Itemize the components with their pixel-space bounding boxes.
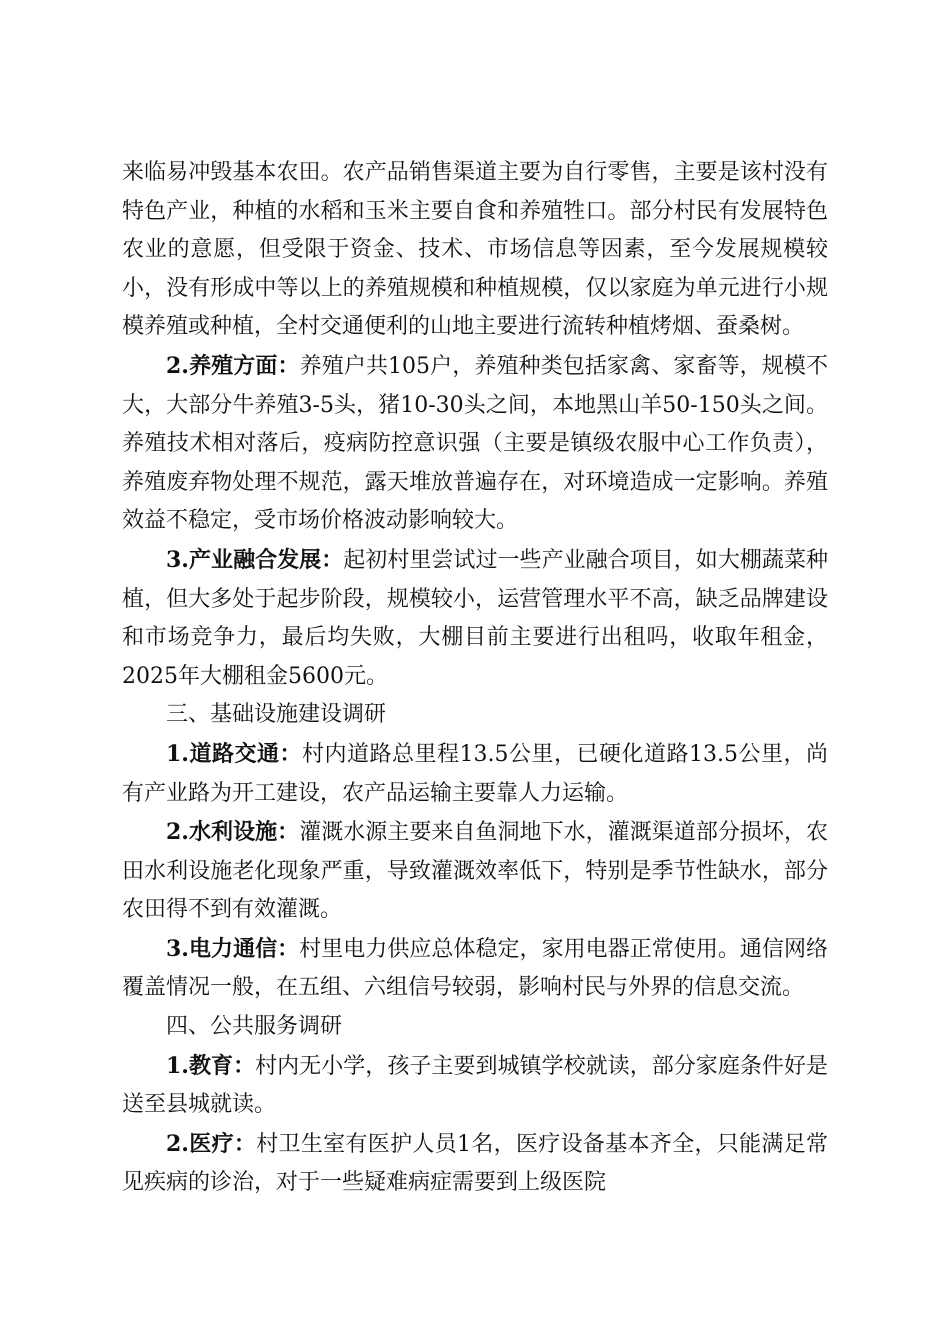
paragraph-lead: 2.水利设施： [166, 819, 300, 846]
paragraph-lead: 1.道路交通： [166, 740, 302, 767]
paragraph-lead: 1.教育： [166, 1052, 256, 1079]
paragraph-medical [122, 1125, 828, 1203]
paragraph-breeding [122, 347, 828, 541]
paragraph-lead: 3.电力通信： [166, 935, 300, 962]
paragraph-power [122, 930, 828, 1008]
paragraph-text: 养殖户共105户，养殖种类包括家禽、家畜等，规模不大，大部分牛养殖3-5头，猪10-30头之间，本地黑山羊50-150头之间。养殖技术相对落后，疫病防控意识强（主要是镇级农服中心工作负责），养殖废弃物处理不规范，露天堆放普遍存在，对环境造成一定影响。养殖效益不稳定，受市场价格波动影响较大。 [122, 353, 828, 534]
paragraph-text: 村里电力供应总体稳定，家用电器正常使用。通信网络覆盖情况一般，在五组、六组信号较弱，影响村民与外界的信息交流。 [122, 936, 828, 1001]
paragraph-water [122, 813, 828, 930]
paragraph-lead: 3.产业融合发展： [166, 546, 344, 573]
paragraph-lead: 2.医疗： [166, 1130, 257, 1157]
paragraph-industry-fusion [122, 541, 828, 696]
paragraph-text: 起初村里尝试过一些产业融合项目，如大棚蔬菜种植，但大多处于起步阶段，规模较小，运营管理水平不高，缺乏品牌建设和市场竞争力，最后均失败，大棚目前主要进行出租吗，收取年租金，2025年大棚租金5600元。 [122, 547, 828, 689]
paragraph-text: 村内道路总里程13.5公里，已硬化道路13.5公里，尚有产业路为开工建设，农产品运输主要靠人力运输。 [122, 741, 828, 806]
paragraph-farming-continued [122, 154, 828, 347]
paragraph-lead: 2.养殖方面： [166, 352, 300, 379]
paragraph-text: 来临易冲毁基本农田。农产品销售渠道主要为自行零售，主要是该村没有特色产业，种植的水稻和玉米主要自食和养殖牲口。部分村民有发展特色农业的意愿，但受限于资金、技术、市场信息等因素，至今发展规模较小，没有形成中等以上的养殖规模和种植规模，仅以家庭为单元进行小规模养殖或种植，全村交通便利的山地主要进行流转种植烤烟、蚕桑树。 [122, 160, 828, 340]
section-heading-infrastructure: 三、基础设施建设调研 [166, 702, 387, 728]
paragraph-roads [122, 735, 828, 813]
paragraph-education [122, 1047, 828, 1125]
document-page [122, 154, 828, 1203]
paragraph-text: 村内无小学，孩子主要到城镇学校就读，部分家庭条件好是送至县城就读。 [122, 1053, 828, 1118]
section-heading-public-services: 四、公共服务调研 [166, 1014, 343, 1040]
paragraph-text: 灌溉水源主要来自鱼洞地下水，灌溉渠道部分损坏，农田水利设施老化现象严重，导致灌溉效率低下，特别是季节性缺水，部分农田得不到有效灌溉。 [122, 820, 828, 923]
paragraph-text: 村卫生室有医护人员1名，医疗设备基本齐全，只能满足常见疾病的诊治，对于一些疑难病症需要到上级医院 [122, 1131, 829, 1196]
